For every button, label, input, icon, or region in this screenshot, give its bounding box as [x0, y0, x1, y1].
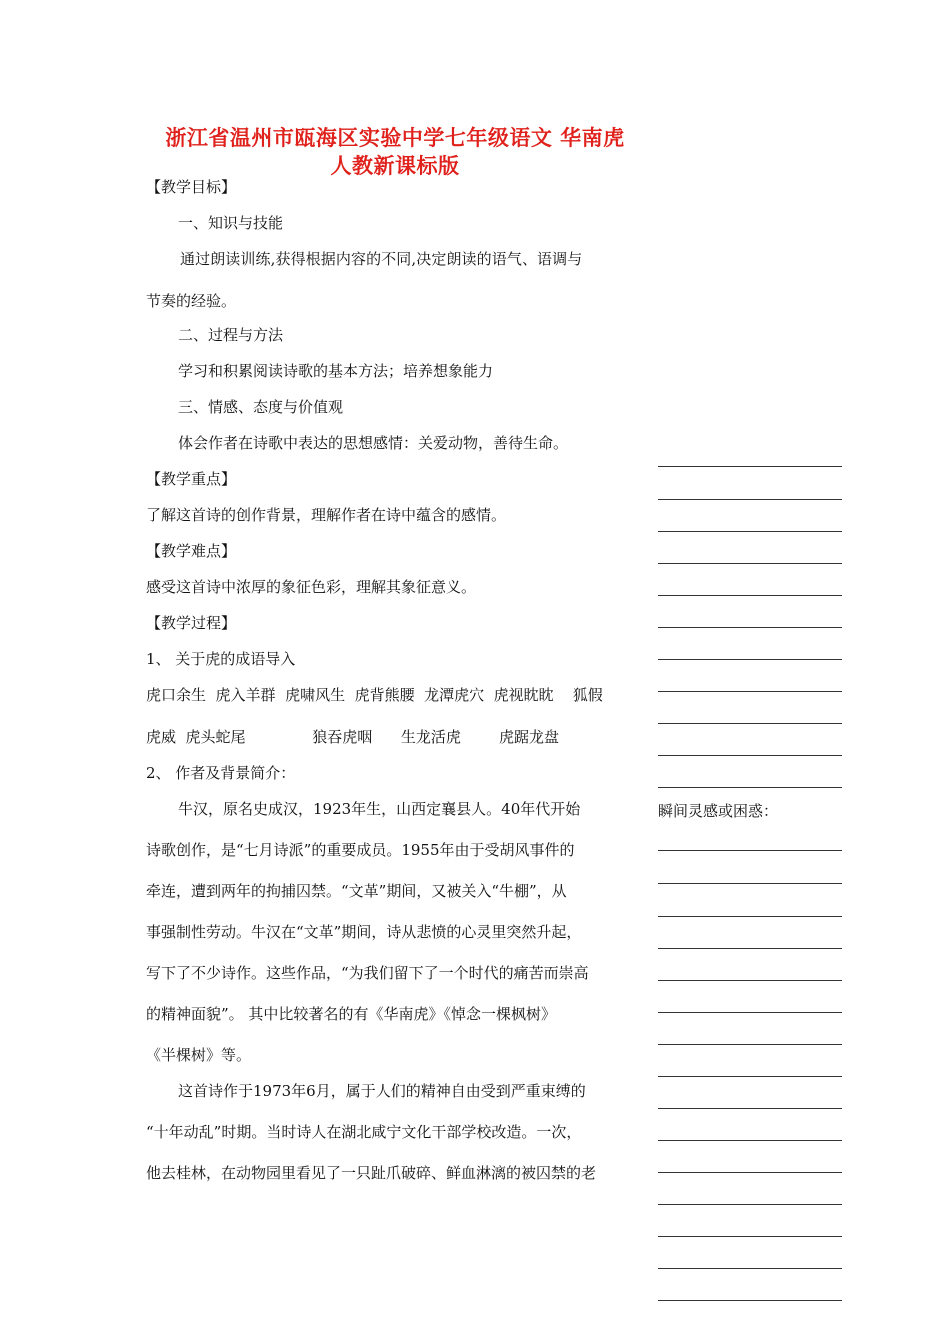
section-heading-difficulties: 【教学难点】 — [146, 542, 237, 560]
note-line — [658, 1236, 842, 1237]
note-line — [658, 595, 842, 596]
paragraph: 体会作者在诗歌中表达的思想感情：关爱动物，善待生命。 — [178, 434, 569, 452]
note-line — [658, 499, 842, 500]
note-line — [658, 1044, 842, 1045]
note-line — [658, 1108, 842, 1109]
note-line — [658, 916, 842, 917]
note-line — [658, 1300, 842, 1301]
paragraph: 学习和积累阅读诗歌的基本方法；培养想象能力 — [178, 362, 494, 380]
section-heading-process: 【教学过程】 — [146, 614, 237, 632]
paragraph: 了解这首诗的创作背景，理解作者在诗中蕴含的感情。 — [146, 506, 507, 524]
note-line — [658, 691, 842, 692]
paragraph: 通过朗读训练,获得根据内容的不同,决定朗读的语气、语调与 — [180, 250, 583, 268]
idiom-list-line-1: 虎口余生 虎入羊群 虎啸风生 虎背熊腰 龙潭虎穴 虎视眈眈 狐假 — [146, 686, 603, 704]
section-heading-key-points: 【教学重点】 — [146, 470, 237, 488]
note-line — [658, 980, 842, 981]
paragraph: 牛汉，原名史成汉，1923年生，山西定襄县人。40年代开始 — [178, 800, 581, 818]
list-item-1: 1、 关于虎的成语导入 — [146, 650, 296, 668]
note-line — [658, 723, 842, 724]
paragraph: 写下了不少诗作。这些作品，“为我们留下了一个时代的痛苦而崇高 — [146, 964, 589, 982]
note-line — [658, 1012, 842, 1013]
note-line — [658, 466, 842, 467]
note-line — [658, 563, 842, 564]
subheading-emotion: 三、情感、态度与价值观 — [178, 398, 344, 416]
note-line — [658, 948, 842, 949]
note-line — [658, 850, 842, 851]
list-item-2: 2、 作者及背景简介： — [146, 764, 296, 782]
note-line — [658, 1140, 842, 1141]
paragraph: 《半棵树》等。 — [146, 1046, 252, 1064]
note-line — [658, 1076, 842, 1077]
note-line — [658, 883, 842, 884]
subheading-knowledge: 一、知识与技能 — [178, 214, 284, 232]
note-line — [658, 1204, 842, 1205]
note-line — [658, 531, 842, 532]
note-line — [658, 1172, 842, 1173]
note-line — [658, 755, 842, 756]
subheading-process: 二、过程与方法 — [178, 326, 284, 344]
note-label: 瞬间灵感或困惑： — [658, 802, 779, 820]
note-line — [658, 627, 842, 628]
note-line — [658, 659, 842, 660]
paragraph: 节奏的经验。 — [146, 292, 237, 310]
page-title-line-2: 人教新课标版 — [330, 153, 460, 178]
idiom-list-line-2: 虎威 虎头蛇尾 狼吞虎咽 生龙活虎 虎踞龙盘 — [146, 728, 560, 746]
paragraph: 的精神面貌”。 其中比较著名的有《华南虎》《悼念一棵枫树》 — [146, 1005, 556, 1023]
section-heading-objectives: 【教学目标】 — [146, 178, 237, 196]
paragraph: “十年动乱”时期。当时诗人在湖北咸宁文化干部学校改造。一次， — [146, 1123, 582, 1141]
paragraph: 诗歌创作，是“七月诗派”的重要成员。1955年由于受胡风事件的 — [146, 841, 575, 859]
paragraph: 他去桂林，在动物园里看见了一只趾爪破碎、鲜血淋漓的被囚禁的老 — [146, 1164, 597, 1182]
note-line — [658, 787, 842, 788]
page-title — [140, 124, 650, 180]
paragraph: 感受这首诗中浓厚的象征色彩，理解其象征意义。 — [146, 578, 477, 596]
note-line — [658, 1268, 842, 1269]
page-title-line-1: 浙江省温州市瓯海区实验中学七年级语文 华南虎 — [165, 125, 625, 150]
paragraph: 事强制性劳动。牛汉在“文革”期间，诗从悲愤的心灵里突然升起， — [146, 923, 582, 941]
paragraph: 这首诗作于1973年6月，属于人们的精神自由受到严重束缚的 — [178, 1082, 586, 1100]
paragraph: 牵连，遭到两年的拘捕囚禁。“文革”期间，又被关入“牛棚”，从 — [146, 882, 567, 900]
